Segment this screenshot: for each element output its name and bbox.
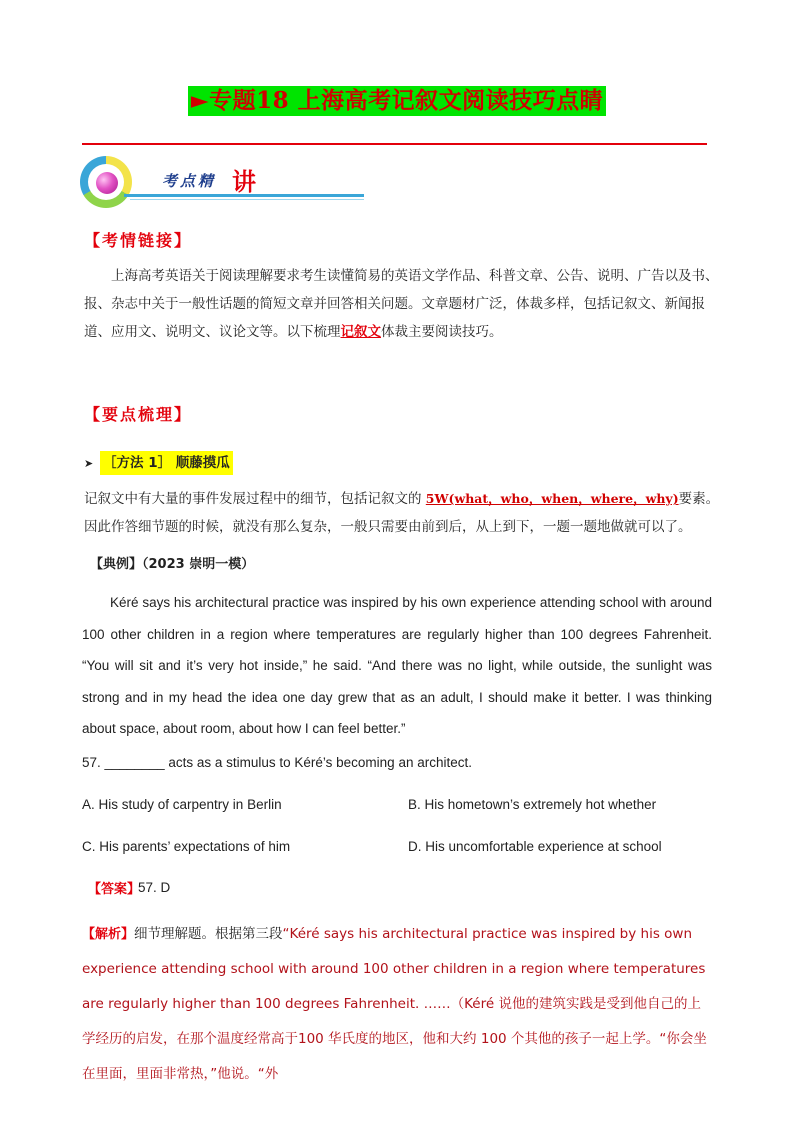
arrow-bullet-icon: ➤ — [84, 457, 94, 470]
method-paragraph — [84, 485, 724, 541]
answer-label: 【答案】 — [88, 882, 141, 897]
explanation-lead: 细节理解题。根据第三段 — [134, 926, 283, 942]
badge-big-text: 讲 — [232, 168, 256, 196]
explanation-body: “Kéré says his architectural practice was inspired by his own experience attending school with around 100 other children in a region where temperatures are regularly higher than 100 degrees Fahrenheit. ……（Kéré 说他的建筑实践是受到他自己的上学经历的启发，在那个温度经常高于100 华氏度的地区，他和大约 100 个其他的孩子一起上学。“你会坐在里面，里面非常热，”他说。“外 — [82, 926, 707, 1082]
badge-ball-icon — [96, 172, 118, 194]
section-heading-kaoqing: 【考情链接】 — [84, 231, 193, 250]
question-stem: 57. ________ acts as a stimulus to Kéré’s becoming an architect. — [82, 755, 472, 770]
title-wrap — [0, 86, 794, 116]
option-c: C. His parents’ expectations of him — [82, 839, 291, 854]
method-heading — [84, 451, 233, 475]
intro-highlight: 记叙文 — [340, 324, 381, 340]
method-label: ［方法 1］ 顺藤摸瓜 — [100, 451, 233, 475]
example-source: （2023 崇明一模） — [142, 557, 255, 572]
intro-paragraph — [84, 262, 724, 346]
reading-passage: Kéré says his architectural practice was inspired by his own experience attending school with around 100 other children in a region where temperatures are regularly higher than 100 degrees Fahrenheit. “You will sit and it’s very hot inside,” he said. “And there was no light, while outside, the sunlight was strong and in my head the idea one day grew that as an adult, I should make it better. I was thinking about space, about room, about how I can feel better.” — [82, 595, 712, 736]
option-d: D. His uncomfortable experience at school — [408, 839, 662, 854]
method-highlight: 5W(what，who，when，where，why) — [425, 491, 679, 506]
option-b: B. His hometown’s extremely hot whether — [408, 797, 657, 812]
page-title: ►专题18 上海高考记叙文阅读技巧点睛 — [188, 86, 606, 116]
badge-text: 考点精 — [162, 172, 217, 190]
method-text-2: 要素。因此作答细节题的时候，就没有那么复杂，一般只需要由前到后，从上到下，一题一题地做就可以了。 — [84, 491, 720, 535]
answer-value: 57. D — [138, 880, 171, 895]
explanation-paragraph — [82, 917, 714, 1092]
title-divider — [82, 143, 707, 145]
intro-text-2: 体裁主要阅读技巧。 — [381, 324, 503, 340]
intro-text-1: 上海高考英语关于阅读理解要求考生读懂简易的英语文学作品、科普文章、公告、说明、广告以及书、报、杂志中关于一般性话题的简短文章并回答相关问题。文章题材广泛，体裁多样，包括记叙文、新闻报道、应用文、说明文、议论文等。以下梳理 — [84, 268, 719, 340]
option-a: A. His study of carpentry in Berlin — [82, 797, 282, 812]
example-heading — [90, 553, 254, 572]
explanation-label: 【解析】 — [82, 927, 135, 942]
badge-underline-thin — [130, 199, 364, 200]
section-heading-yaodian: 【要点梳理】 — [84, 405, 193, 424]
section-badge — [80, 156, 290, 210]
method-text-1: 记叙文中有大量的事件发展过程中的细节，包括记叙文的 — [84, 491, 426, 507]
example-label: 【典例】 — [90, 557, 143, 572]
